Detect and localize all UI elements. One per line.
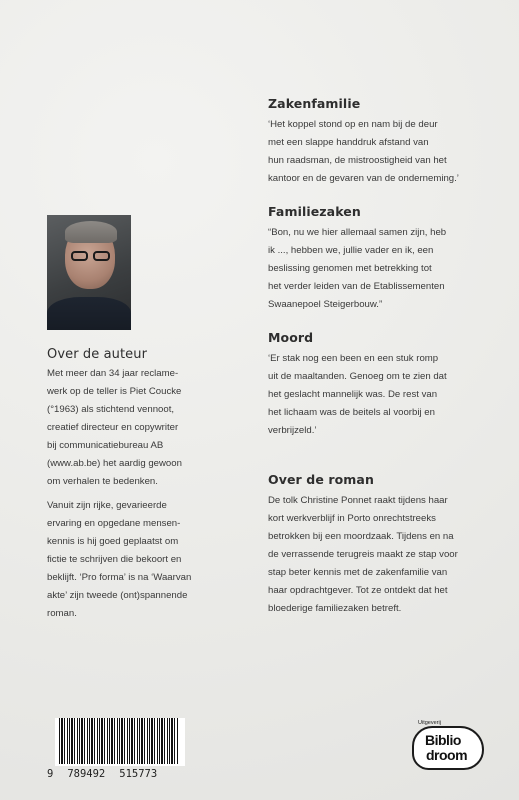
author-photo (47, 215, 131, 330)
left-column (47, 215, 247, 623)
publisher-logo (412, 720, 486, 772)
barcode-digit-group: 515773 (119, 768, 158, 780)
barcode-digit-group: 789492 (67, 768, 106, 780)
right-column (268, 96, 500, 634)
barcode-digit-group: 9 (47, 768, 54, 780)
section-title: Moord (268, 330, 314, 345)
section-title: Over de roman (268, 472, 374, 487)
section-over-de-roman (268, 472, 500, 618)
section-text: De tolk Christine Ponnet raakt tijdens haar kort werkverblijf in Porto onrechtstreeks betrokken bij een moordzaak. Tijdens en na de verrassende terugreis maakt ze stap voor stap beter kennis met de zakenfamilie van haar opdrachtgever. Tot ze ontdekt dat het bloederige familiezaken betreft. (268, 495, 458, 614)
author-paragraph-2: Vanuit zijn rijke, gevarieerde ervaring en opgedane mensen- kennis is hij goed geplaatst om fictie te schrijven die bekoort en beklijft. ‘Pro forma’ is na ‘Waarvan akte’ zijn tweede (ont)spannende roman. (47, 500, 192, 619)
section-zakenfamilie (268, 96, 500, 188)
section-title: Familiezaken (268, 204, 361, 219)
publisher-logo-line1: Biblio (425, 732, 461, 748)
section-familiezaken (268, 204, 500, 314)
section-moord (268, 330, 500, 440)
publisher-logo-line2: droom (426, 747, 468, 763)
isbn-barcode (55, 718, 185, 766)
barcode-digits (47, 768, 197, 780)
section-text: ‘Het koppel stond op en nam bij de deur met een slappe handdruk afstand van hun raadsman, de mistroostigheid van het kantoor en de gevaren van de onderneming.’ (268, 119, 459, 184)
section-text: ‘Er stak nog een been en een stuk romp uit de maaltanden. Genoeg om te zien dat het geslacht mannelijk was. De rest van het lichaam was de beitels al voorbij en verbrijzeld.’ (268, 353, 447, 436)
section-text: “Bon, nu we hier allemaal samen zijn, heb ik ..., hebben we, jullie vader en ik, een beslissing genomen met betrekking tot het verder leiden van de Etablissementen Swaanepoel Steigerbouw.” (268, 227, 447, 310)
author-bio (47, 347, 247, 623)
barcode-bars (59, 718, 179, 764)
author-paragraph-1: Met meer dan 34 jaar reclame- werk op de teller is Piet Coucke (°1963) als stichtend vennoot, creatief directeur en copywriter bij communicatiebureau AB (www.ab.be) het aardig gewoon om verhalen te bedenken. (47, 368, 182, 487)
section-title: Zakenfamilie (268, 96, 361, 111)
author-title: Over de auteur (47, 347, 148, 362)
publisher-logo-small: Uitgeverij (418, 720, 441, 726)
